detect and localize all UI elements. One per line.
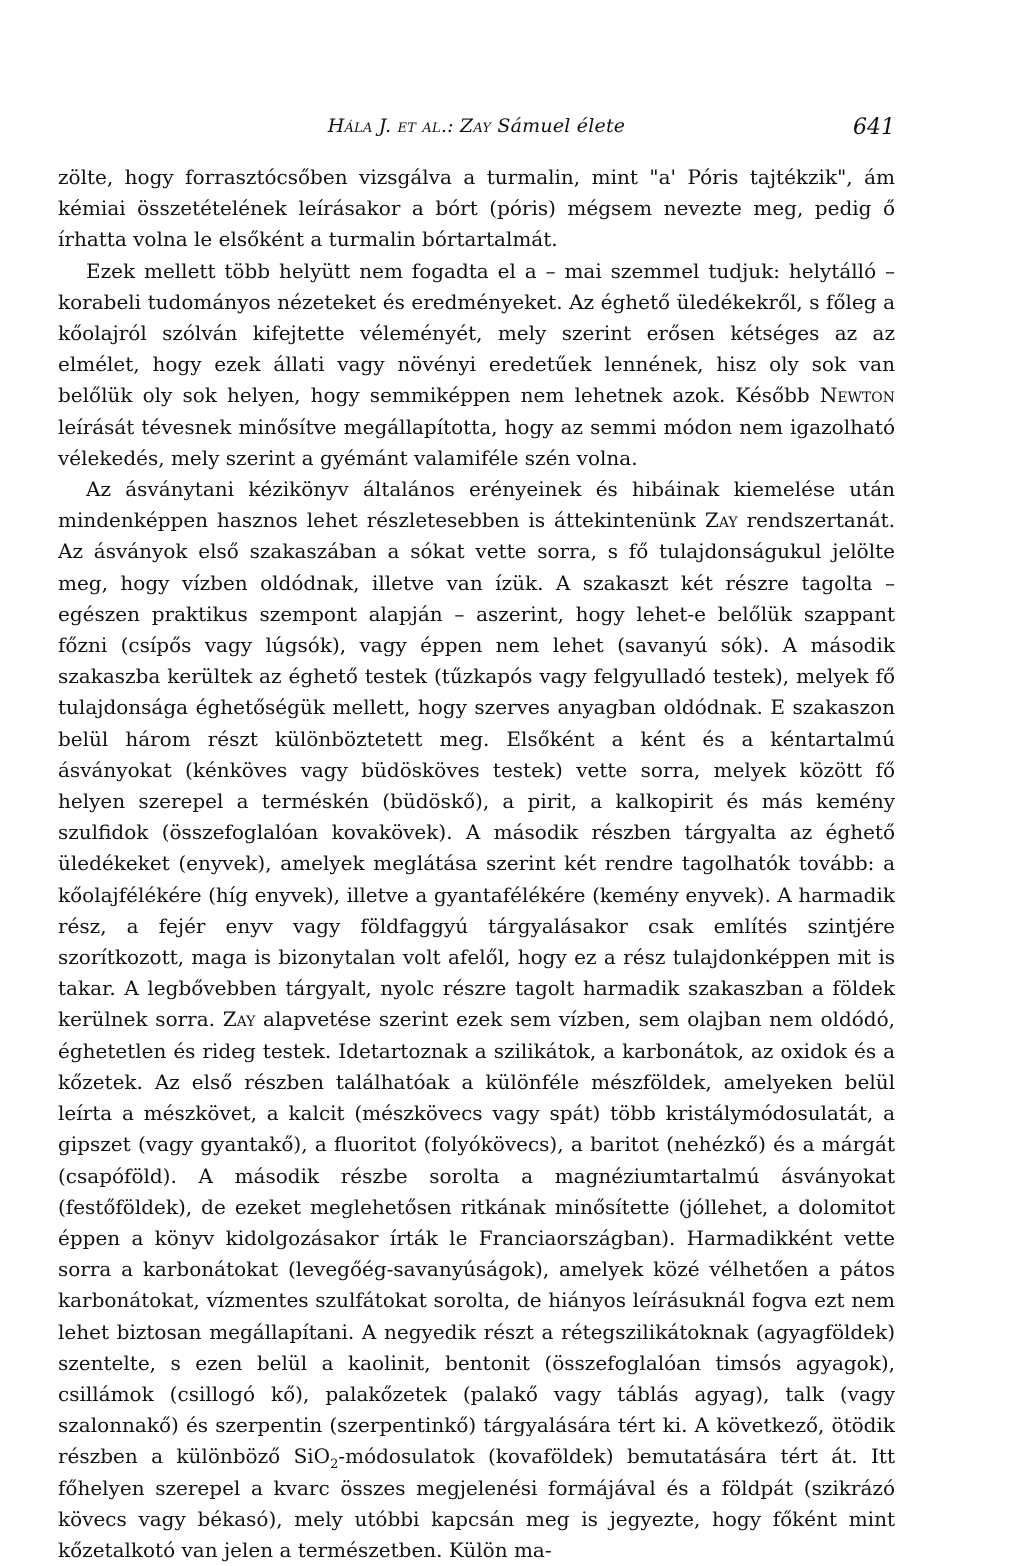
name-zay-2: Zay bbox=[222, 1007, 256, 1032]
name-zay-1: Zay bbox=[704, 508, 738, 533]
formula-base: SiO bbox=[293, 1444, 331, 1469]
formula-subscript: 2 bbox=[330, 1457, 339, 1473]
paragraph-2-text-b: leírását tévesnek minősítve megállapította, hogy az semmi módon nem igazolható vélekedés, mely szerint a gyémánt valamiféle szén volna. bbox=[58, 414, 895, 470]
running-header bbox=[58, 115, 895, 145]
paragraph-1: zölte, hogy forrasztócsőben vizsgálva a turmalin, mint "a' Póris tajtékzik", ám kémiai összetételének leírásakor a bórt (póris) mégsem nevezte meg, pedig ő írhatta volna le elsőként a turmalin bórtartalmát. bbox=[58, 165, 895, 252]
paragraph-3 bbox=[58, 474, 895, 1566]
formula-sio2 bbox=[293, 1444, 339, 1473]
paragraph-3-text-b: rendszertanát. Az ásványok első szakaszában a sókat vette sorra, s fő tulajdonságukul jelölte meg, hogy vízben oldódnak, illetve van ízük. A szakaszt két részre tagolta – egészen praktikus szempont alapján – aszerint, hogy lehet-e belőlük szappant főzni (csípős vagy lúgsók), vagy éppen nem lehet (savanyú sók). A második szakaszba kerültek az éghető testek (tűzkapós vagy felgyulladó testek), melyek fő tulajdonsága éghetőségük mellett, hogy szerves anyagban oldódnak. E szakaszon belül három részt különböztetett meg. Elsőként a ként és a kéntartalmú ásványokat (kénköves vagy büdösköves testek) vette sorra, melyek között fő helyen szerepel a terméskén (büdöskő), a pirit, a kalkopirit és más kemény szulfidok (összefoglalóan kovakövek). A második részben tárgyalta az éghető üledékeket (enyvek), amelyek meglátása szerint két rendre tagolhatók tovább: a kőolajfélékére (híg enyvek), illetve a gyantafélékére (kemény enyvek). A harmadik rész, a fejér enyv vagy földfaggyú tárgyalásakor csak említés szintjére szorítkozott, maga is bizonytalan volt afelől, hogy ez a rész tulajdonképpen mit is takar. A legbővebben tárgyalt, nyolc részre tagolt harmadik szakaszban a földek kerülnek sorra. bbox=[58, 508, 896, 1032]
paragraph-3-text-d: -módosulatok (kovaföldek) bemutatására tért át. Itt főhelyen szerepel a kvarc összes megjelenési formájával és a földpát (szikrázó kövecs vagy békasó), mely utóbbi kapcsán meg is jegyezte, hogy főként mint kőzetalkotó van jelen a természetben. Külön ma- bbox=[58, 1444, 895, 1562]
header-title-rest: Sámuel élete bbox=[497, 115, 626, 137]
header-authors: Hála J. et al.: bbox=[327, 115, 454, 137]
header-title bbox=[58, 115, 895, 137]
paragraph-3-text-c: alapvetése szerint ezek sem vízben, sem olajban nem oldódó, éghetetlen és rideg testek. Idetartoznak a szilikátok, a karbonátok, az oxidok és a kőzetek. Az első részben találhatóak a különféle mészföldek, amelyeken belül leírta a mészkövet, a kalcit (mészkövecs vagy spát) több kristálymódosulatát, a gipszet (vagy gyantakő), a fluoritot (folyókövecs), a baritot (nehézkő) és a márgát (csapóföld). A második részbe sorolta a magnéziumtartalmú ásványokat (festőföldek), de ezeket meglehetősen ritkának minősítette (jóllehet, a dolomitot éppen a könyv kidolgozásakor írták le Franciaországban). Harmadikként vette sorra a karbonátokat (levegőég-savanyúságok), amelyek közé vélhetően a pátos karbonátokat, vízmentes szulfátokat sorolta, de hiányos leírásuknál fogva ezt nem lehet biztosan megállapítani. A negyedik részt a rétegszilikátoknak (agyagföldek) szentelte, s ezen belül a kaolinit, bentonit (összefoglalóan timsós agyagok), csillámok (csillogó kő), palakőzetek (palakő vagy táblás agyag), talk (vagy szalonnakő) és szerpentin (szerpentinkő) tárgyalására tért ki. A következő, ötödik részben a különböző bbox=[58, 1007, 895, 1469]
paragraph-3-text-a: Az ásványtani kézikönyv általános erényeinek és hibáinak kiemelése után mindenképpen hasznos lehet részletesebben is áttekintenünk bbox=[58, 477, 895, 533]
body-text bbox=[58, 162, 895, 1566]
paragraph-2 bbox=[58, 256, 895, 474]
paragraph-2-text-a: Ezek mellett több helyütt nem fogadta el a – mai szemmel tudjuk: helytálló – korabeli tudományos nézeteket és eredményeket. Az éghető üledékekről, s főleg a kőolajról szólván kifejtette véleményét, mely szerint erősen kétséges az az elmélet, hogy ezek állati vagy növényi eredetűek lennének, hisz oly sok van belőlük oly sok helyen, hogy semmiképpen nem lehetnek azok. Később bbox=[58, 258, 895, 408]
name-newton: Newton bbox=[819, 383, 895, 408]
page-number: 641 bbox=[853, 115, 895, 140]
header-person-name: Zay bbox=[459, 115, 492, 137]
